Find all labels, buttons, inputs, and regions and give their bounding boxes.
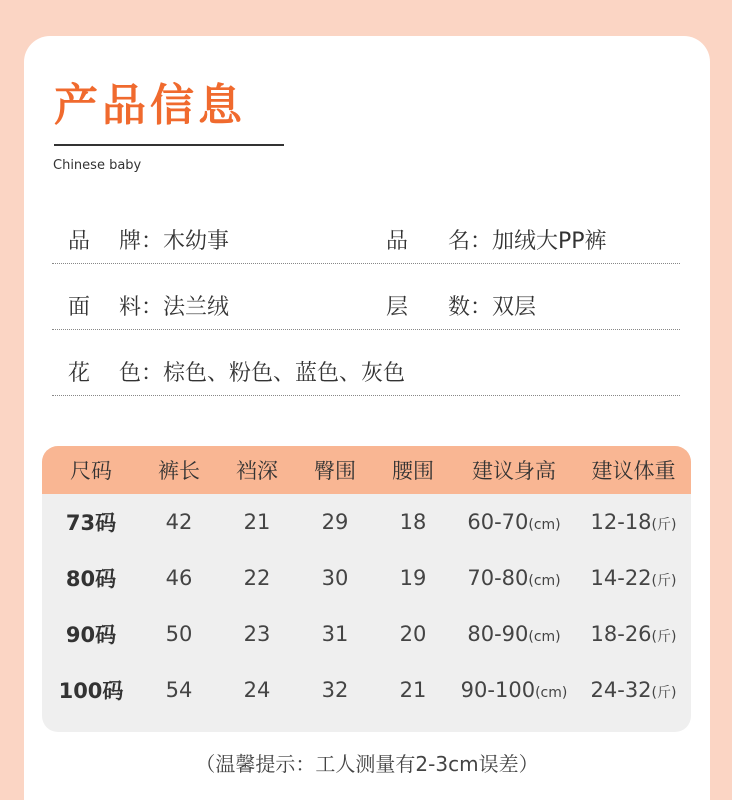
cell-height xyxy=(452,678,576,702)
weight-unit: (斤) xyxy=(651,685,677,701)
cell-weight xyxy=(576,566,691,590)
cell-weight xyxy=(576,678,691,702)
cell-weight xyxy=(576,510,691,534)
cell-size: 80码 xyxy=(65,567,117,591)
header-height: 建议身高 xyxy=(472,459,556,483)
info-row-brand-name xyxy=(52,224,680,264)
info-product-name xyxy=(382,224,607,255)
info-value: 木幼事 xyxy=(163,229,230,254)
cell-waist: 20 xyxy=(399,622,427,646)
cell-height xyxy=(452,622,576,646)
height-unit: (cm) xyxy=(528,573,561,589)
cell-height xyxy=(452,510,576,534)
table-row xyxy=(42,494,691,550)
cell-length: 54 xyxy=(165,678,193,702)
weight-unit: (斤) xyxy=(651,517,677,533)
cell-hip: 32 xyxy=(321,678,349,702)
height-value: 70-80 xyxy=(467,566,529,590)
info-value: 加绒大PP裤 xyxy=(492,229,607,254)
cell-size: 100码 xyxy=(58,679,124,703)
title-underline xyxy=(54,144,284,146)
info-colors xyxy=(52,356,405,387)
info-material xyxy=(52,290,229,321)
size-table xyxy=(42,446,691,732)
table-row xyxy=(42,662,691,718)
page-subtitle: Chinese baby xyxy=(53,158,142,173)
weight-value: 18-26 xyxy=(590,622,652,646)
cell-length: 46 xyxy=(165,566,193,590)
info-label: 牌： xyxy=(119,229,164,254)
weight-unit: (斤) xyxy=(651,573,677,589)
cell-rise: 23 xyxy=(243,622,271,646)
weight-value: 12-18 xyxy=(590,510,652,534)
info-row-colors xyxy=(52,356,680,396)
table-row xyxy=(42,606,691,662)
page-title: 产品信息 xyxy=(54,80,246,131)
cell-hip: 31 xyxy=(321,622,349,646)
weight-value: 14-22 xyxy=(590,566,652,590)
cell-rise: 24 xyxy=(243,678,271,702)
info-label: 面 xyxy=(68,295,91,320)
info-value: 双层 xyxy=(492,295,537,320)
height-value: 60-70 xyxy=(467,510,529,534)
header-hip: 臀围 xyxy=(314,459,356,483)
info-brand xyxy=(52,224,229,255)
cell-rise: 22 xyxy=(243,566,271,590)
cell-hip: 30 xyxy=(321,566,349,590)
info-label: 层 xyxy=(386,295,409,320)
cell-height xyxy=(452,566,576,590)
info-row-material-layers xyxy=(52,290,680,330)
cell-size: 90码 xyxy=(65,623,117,647)
info-label: 品 xyxy=(68,229,91,254)
header-rise: 裆深 xyxy=(236,459,278,483)
height-unit: (cm) xyxy=(528,517,561,533)
height-value: 80-90 xyxy=(467,622,529,646)
info-label: 品 xyxy=(386,229,409,254)
info-label: 花 xyxy=(68,361,91,386)
info-label: 名： xyxy=(448,229,493,254)
info-label: 数： xyxy=(448,295,493,320)
table-row xyxy=(42,550,691,606)
cell-waist: 21 xyxy=(399,678,427,702)
info-layers xyxy=(382,290,536,321)
height-unit: (cm) xyxy=(528,629,561,645)
product-info-card xyxy=(24,36,710,800)
cell-hip: 29 xyxy=(321,510,349,534)
cell-weight xyxy=(576,622,691,646)
cell-length: 42 xyxy=(165,510,193,534)
cell-waist: 19 xyxy=(399,566,427,590)
height-value: 90-100 xyxy=(460,678,536,702)
measurement-note: （温馨提示：工人测量有2-3cm误差） xyxy=(195,752,539,776)
cell-length: 50 xyxy=(165,622,193,646)
header-waist: 腰围 xyxy=(392,459,434,483)
weight-unit: (斤) xyxy=(651,629,677,645)
header-weight: 建议体重 xyxy=(591,459,676,483)
info-value: 棕色、粉色、蓝色、灰色 xyxy=(163,361,406,386)
info-label: 色： xyxy=(119,361,164,386)
weight-value: 24-32 xyxy=(590,678,652,702)
header-size: 尺码 xyxy=(70,459,112,483)
table-header xyxy=(42,446,691,494)
info-value: 法兰绒 xyxy=(163,295,230,320)
cell-waist: 18 xyxy=(399,510,427,534)
cell-size: 73码 xyxy=(65,511,117,535)
height-unit: (cm) xyxy=(535,685,568,701)
header-length: 裤长 xyxy=(158,459,200,483)
cell-rise: 21 xyxy=(243,510,271,534)
info-label: 料： xyxy=(119,295,164,320)
